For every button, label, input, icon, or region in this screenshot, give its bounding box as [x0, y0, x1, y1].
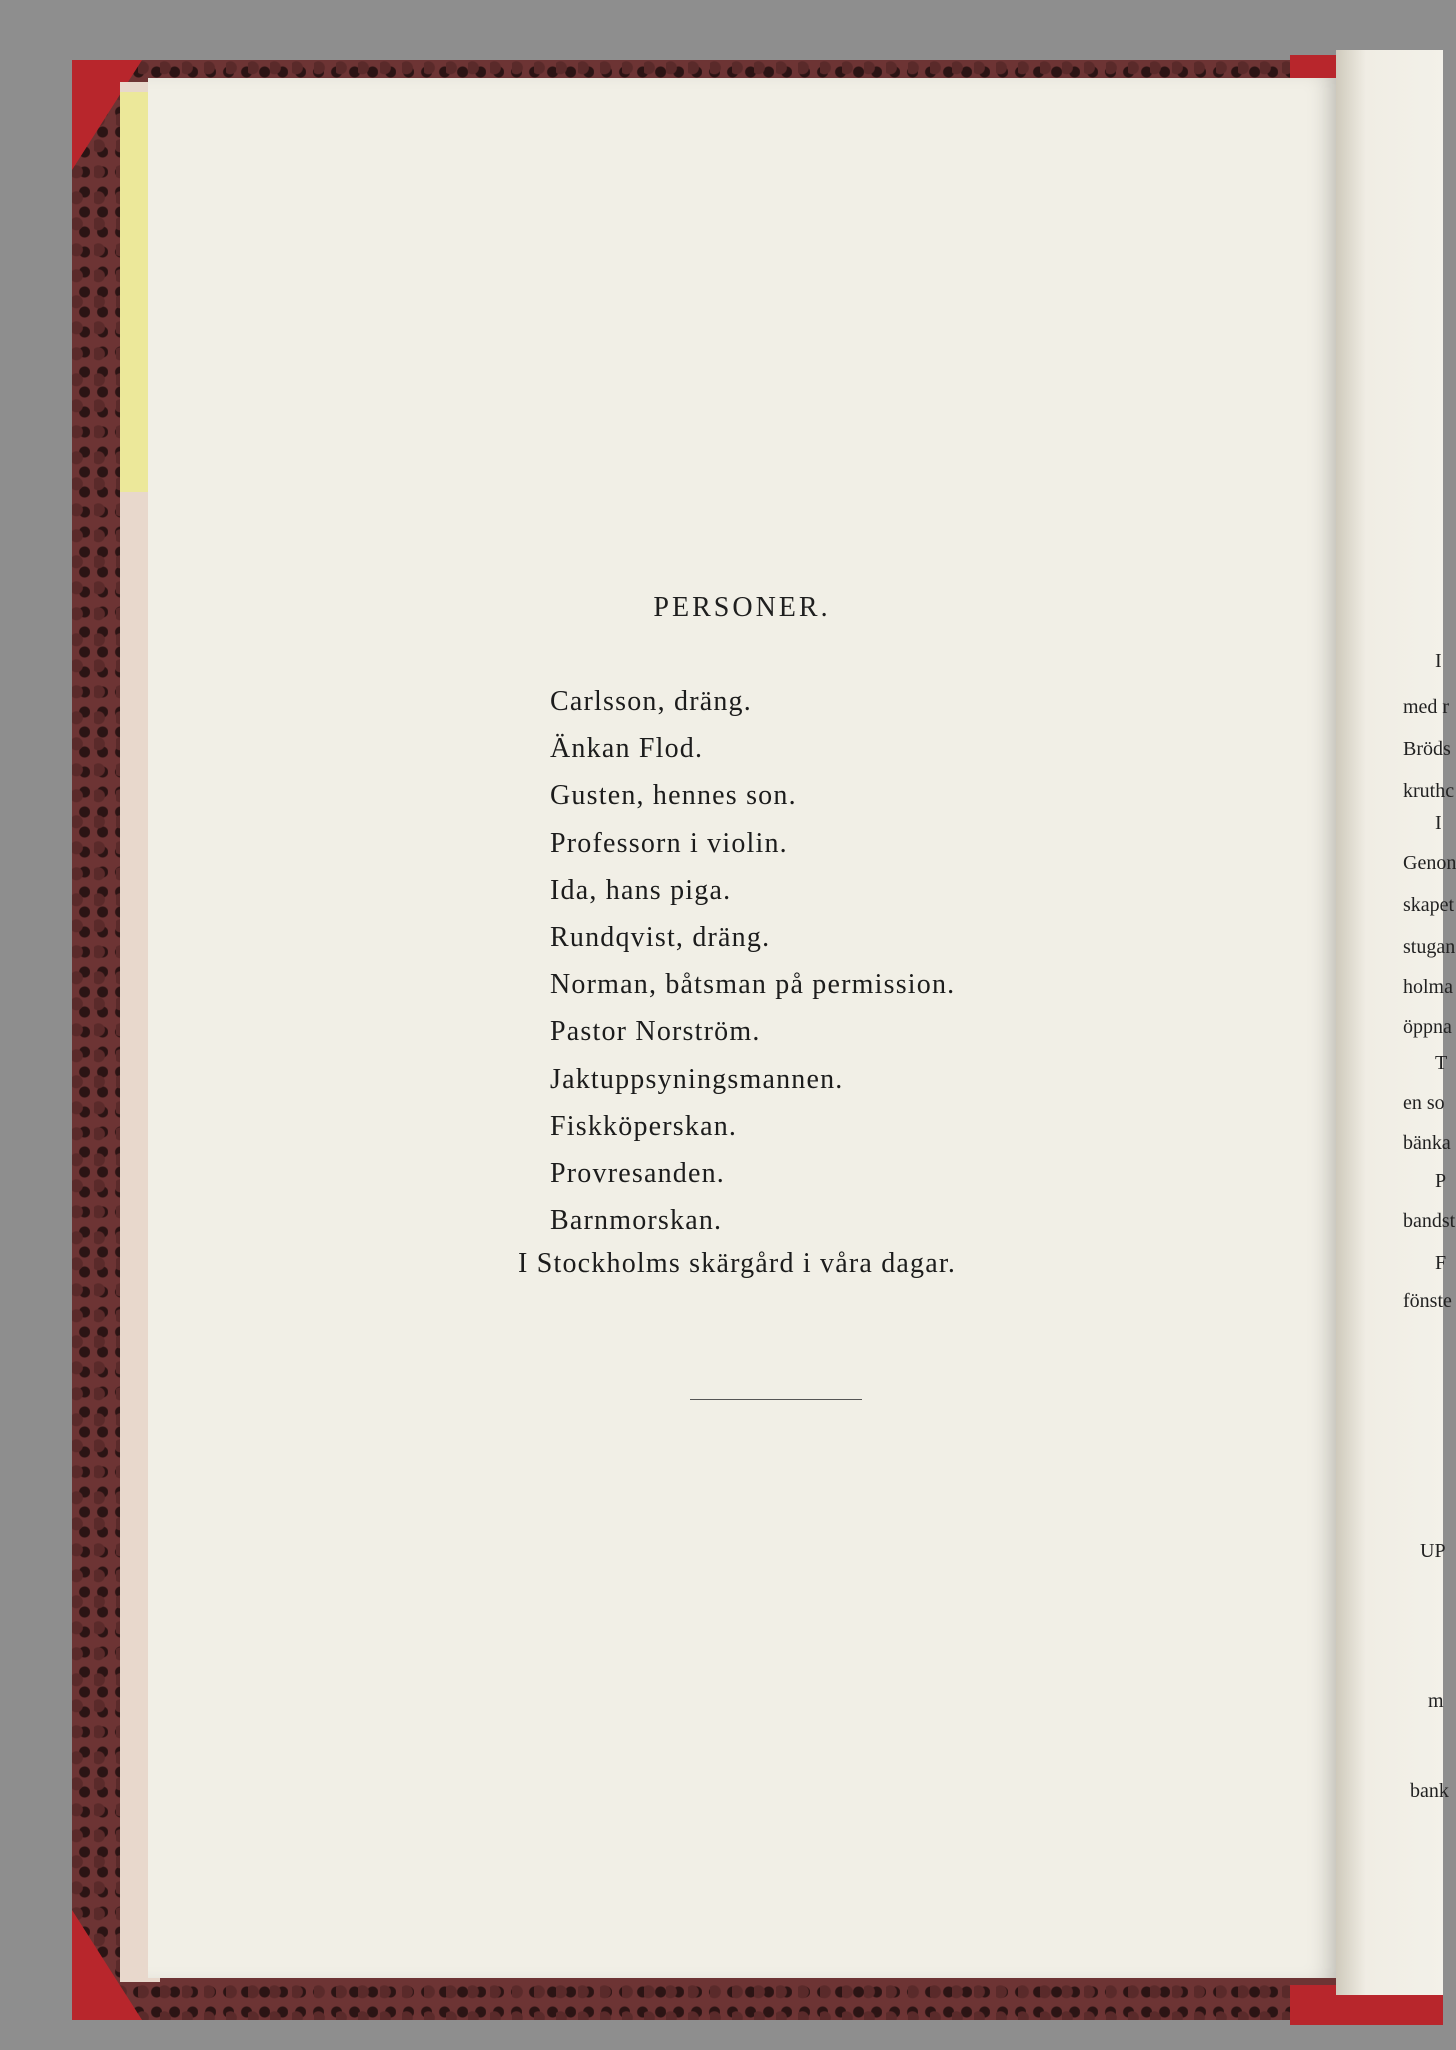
facing-page-text: Genon: [1403, 852, 1456, 874]
list-item: Ida, hans piga.: [550, 874, 732, 906]
list-item: Jaktuppsyningsmannen.: [550, 1063, 844, 1095]
list-item: Norman, båtsman på permission.: [550, 969, 956, 1001]
facing-page-text: I: [1435, 812, 1442, 834]
facing-page-text: öppna: [1403, 1016, 1452, 1038]
setting-line: I Stockholms skärgård i våra dagar.: [518, 1248, 957, 1279]
facing-page-text: skapet: [1403, 894, 1455, 916]
facing-page-text: m: [1428, 1690, 1444, 1712]
divider-rule: [690, 1399, 862, 1400]
facing-page-text: en so: [1403, 1092, 1445, 1114]
facing-page-text: F: [1435, 1252, 1447, 1274]
facing-page-text: I: [1435, 650, 1442, 672]
list-item: Pastor Norström.: [550, 1016, 761, 1048]
facing-page-text: P: [1435, 1170, 1447, 1192]
facing-page-text: stugan: [1403, 936, 1456, 958]
facing-page-text: bänka: [1403, 1132, 1451, 1154]
list-item: Provresanden.: [550, 1158, 726, 1190]
facing-page-text: UP: [1420, 1540, 1446, 1562]
facing-page-text: bandst: [1403, 1210, 1456, 1232]
facing-page-text: kruthc: [1403, 780, 1455, 802]
cast-list: [550, 678, 955, 1244]
list-item: Barnmorskan.: [550, 1205, 723, 1237]
facing-page-text: bank: [1410, 1780, 1449, 1802]
yellow-flap: [120, 92, 148, 492]
facing-page-text: T: [1435, 1052, 1448, 1074]
list-item: Rundqvist, dräng.: [550, 922, 771, 954]
list-item: Fiskköperskan.: [550, 1110, 738, 1142]
facing-page-text: med r: [1403, 696, 1450, 718]
list-item: Professorn i violin.: [550, 827, 788, 859]
facing-page-text: fönste: [1403, 1290, 1452, 1312]
facing-page-text: holma: [1403, 976, 1453, 998]
facing-page-text: Bröds: [1403, 738, 1451, 760]
list-item: Gusten, hennes son.: [550, 780, 797, 812]
page-heading: PERSONER.: [653, 592, 831, 623]
list-item: Änkan Flod.: [550, 733, 704, 765]
list-item: Carlsson, dräng.: [550, 686, 752, 717]
